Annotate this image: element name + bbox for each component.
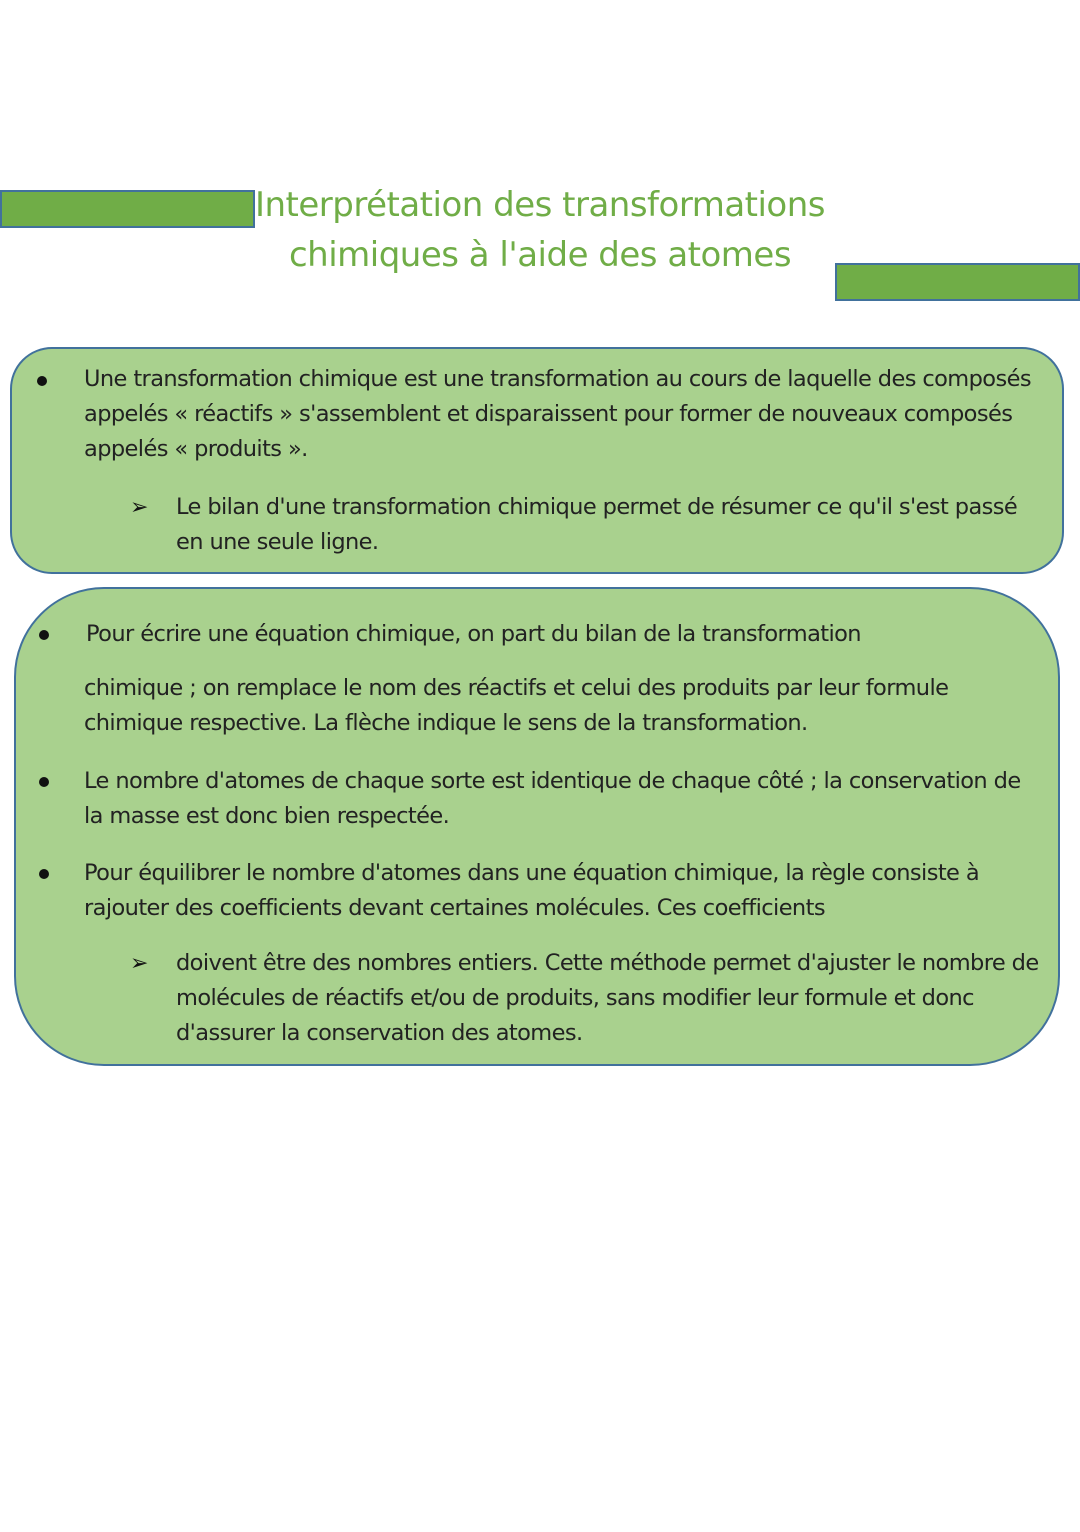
bilan-text: Le bilan d'une transformation chimique permet de résumer ce qu'il s'est passé en une seule ligne.	[176, 494, 1018, 555]
bullet-icon	[39, 630, 49, 640]
decorative-bar-right	[835, 263, 1080, 301]
decorative-bar-left	[0, 190, 255, 228]
coefficients-text: doivent être des nombres entiers. Cette méthode permet d'ajuster le nombre de molécules de réactifs et/ou de produits, sans modifier leur formule et donc d'assurer la conservation des atomes.	[176, 950, 1039, 1046]
bullet-icon	[37, 376, 47, 386]
conservation-text: Le nombre d'atomes de chaque sorte est identique de chaque côté ; la conservation de la masse est donc bien respectée.	[84, 768, 1021, 829]
equation-intro-text: Pour écrire une équation chimique, on part du bilan de la transformation	[86, 621, 861, 647]
equation-rest-text: chimique ; on remplace le nom des réactifs et celui des produits par leur formule chimique respective. La flèche indique le sens de la transformation.	[84, 675, 949, 736]
arrow-bullet-icon: ➢	[130, 495, 149, 520]
bullet-icon	[39, 869, 49, 879]
balancing-text: Pour équilibrer le nombre d'atomes dans une équation chimique, la règle consiste à rajouter des coefficients devant certaines molécules. Ces coefficients	[84, 860, 980, 921]
definition-text: Une transformation chimique est une transformation au cours de laquelle des composés appelés « réactifs » s'assemblent et disparaissent pour former de nouveaux composés appelés « produits ».	[84, 366, 1031, 462]
title-line-1: Interprétation des transformations	[254, 185, 825, 225]
arrow-bullet-icon: ➢	[130, 951, 149, 976]
page-title	[240, 180, 840, 280]
title-line-2: chimiques à l'aide des atomes	[288, 235, 792, 275]
bullet-icon	[39, 777, 49, 787]
